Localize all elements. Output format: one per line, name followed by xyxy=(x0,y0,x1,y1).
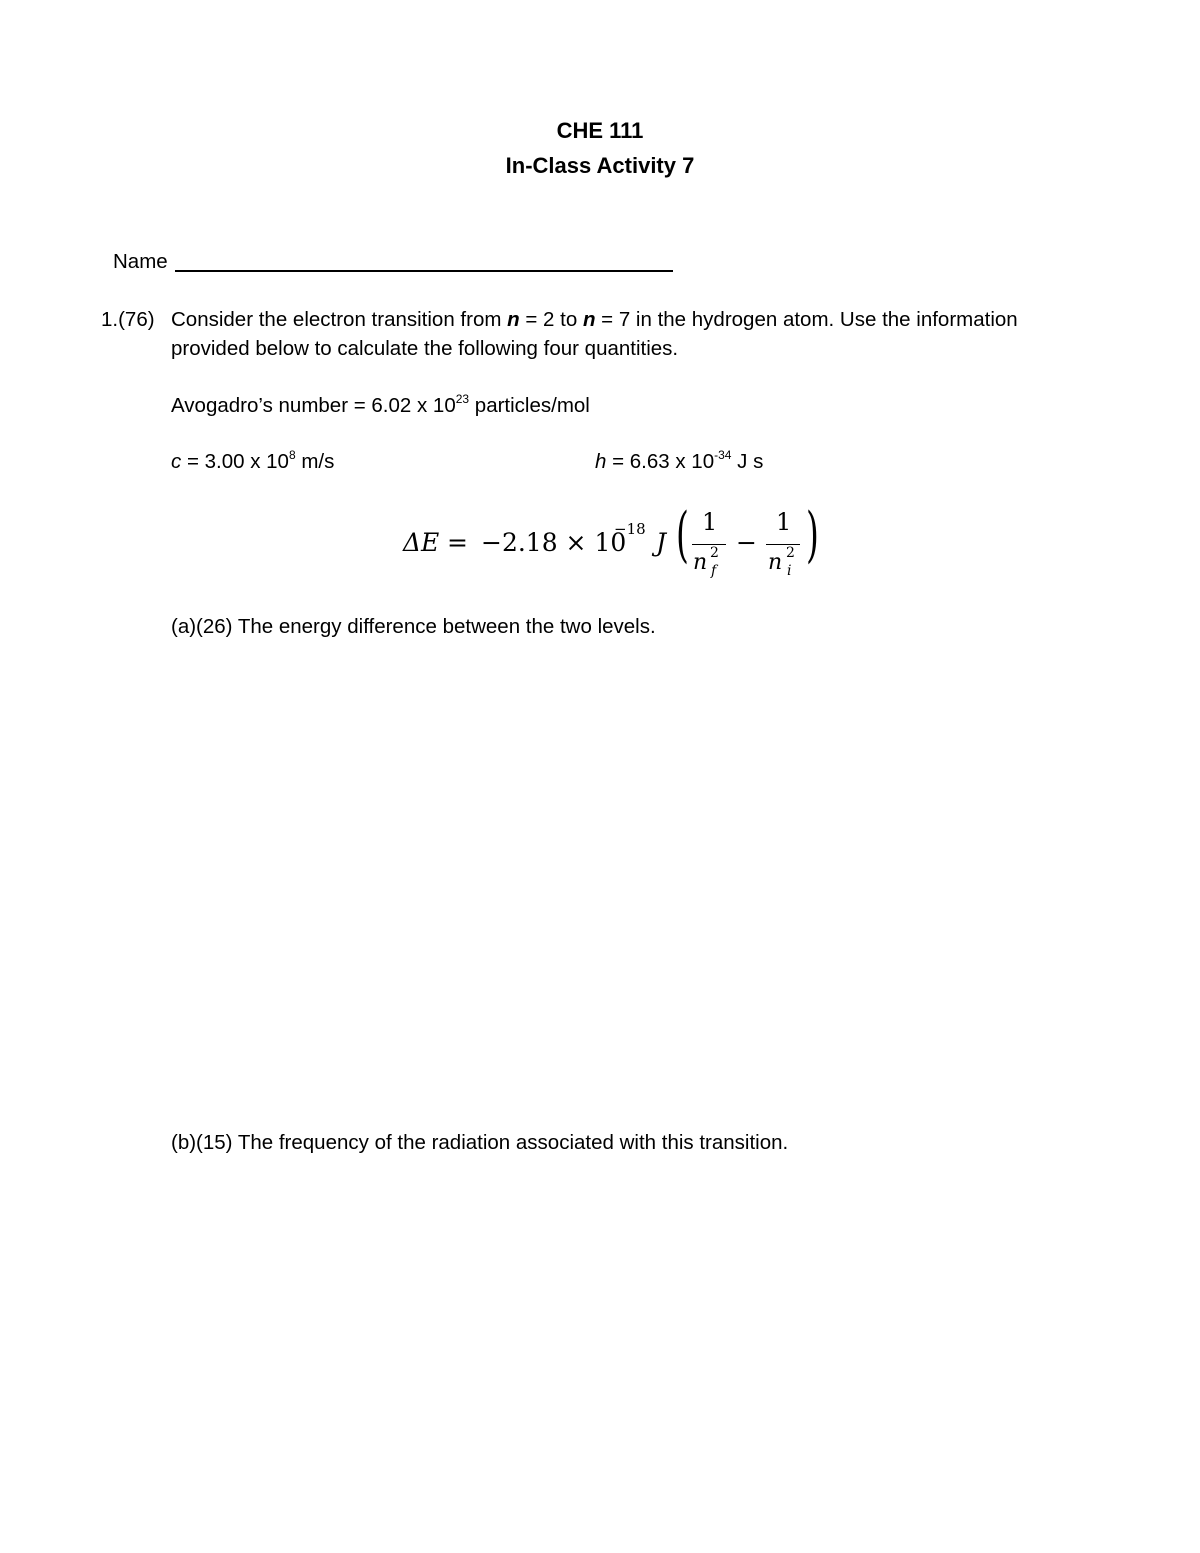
formula-unit: J xyxy=(656,528,667,557)
c-value: = 3.00 x 10 xyxy=(181,450,289,473)
formula-close-paren: ) xyxy=(806,500,819,570)
h-symbol: h xyxy=(595,450,607,473)
name-label: Name xyxy=(113,250,168,273)
formula-coefficient: −2.18 × 10 xyxy=(481,528,627,557)
fraction1-denominator-base: n xyxy=(693,550,708,575)
n-symbol: n xyxy=(507,308,520,331)
question-number: 1.(76) xyxy=(101,308,155,331)
fraction1-bar xyxy=(692,544,726,545)
fraction2-numerator: 1 xyxy=(776,508,792,536)
fraction1-denominator-sup: 2 xyxy=(710,545,719,561)
c-unit: m/s xyxy=(295,450,335,473)
fraction1-numerator: 1 xyxy=(702,508,718,536)
formula-minus: − xyxy=(736,528,757,557)
course-title: CHE 111 xyxy=(556,118,644,143)
formula-coefficient-exponent: −18 xyxy=(614,520,646,538)
formula-equals: = xyxy=(447,528,468,557)
formula-open-paren: ( xyxy=(676,500,689,570)
fraction2-denominator-base: n xyxy=(768,550,783,575)
h-value: = 6.63 x 10 xyxy=(606,450,715,473)
avogadro-unit: particles/mol xyxy=(469,394,590,417)
avogadro-exponent: 23 xyxy=(455,392,470,406)
fraction1-denominator-sub: f xyxy=(711,563,717,579)
fraction2-denominator-sub: i xyxy=(787,563,792,579)
question-text-part1: Consider the electron transition from xyxy=(171,308,508,331)
formula-lhs: ΔE xyxy=(403,528,440,557)
avogadro-label: Avogadro’s number = 6.02 x 10 xyxy=(171,394,456,417)
question-text-eq2: = 7 in the hydrogen atom. Use the information xyxy=(595,308,1018,331)
h-exponent: -34 xyxy=(714,448,732,462)
activity-title: In-Class Activity 7 xyxy=(505,153,695,178)
fraction2-denominator-sup: 2 xyxy=(786,545,795,561)
question-text-eq1: = 2 to xyxy=(519,308,583,331)
n-symbol: n xyxy=(582,308,596,331)
question-text-line2: provided below to calculate the following four quantities. xyxy=(171,337,679,360)
h-unit: J s xyxy=(731,450,764,473)
part-a: (a)(26) The energy difference between the two levels. xyxy=(171,615,656,638)
c-symbol: c xyxy=(171,450,182,473)
energy-formula xyxy=(0,0,1200,620)
c-exponent: 8 xyxy=(288,448,296,462)
part-b: (b)(15) The frequency of the radiation associated with this transition. xyxy=(171,1131,789,1154)
